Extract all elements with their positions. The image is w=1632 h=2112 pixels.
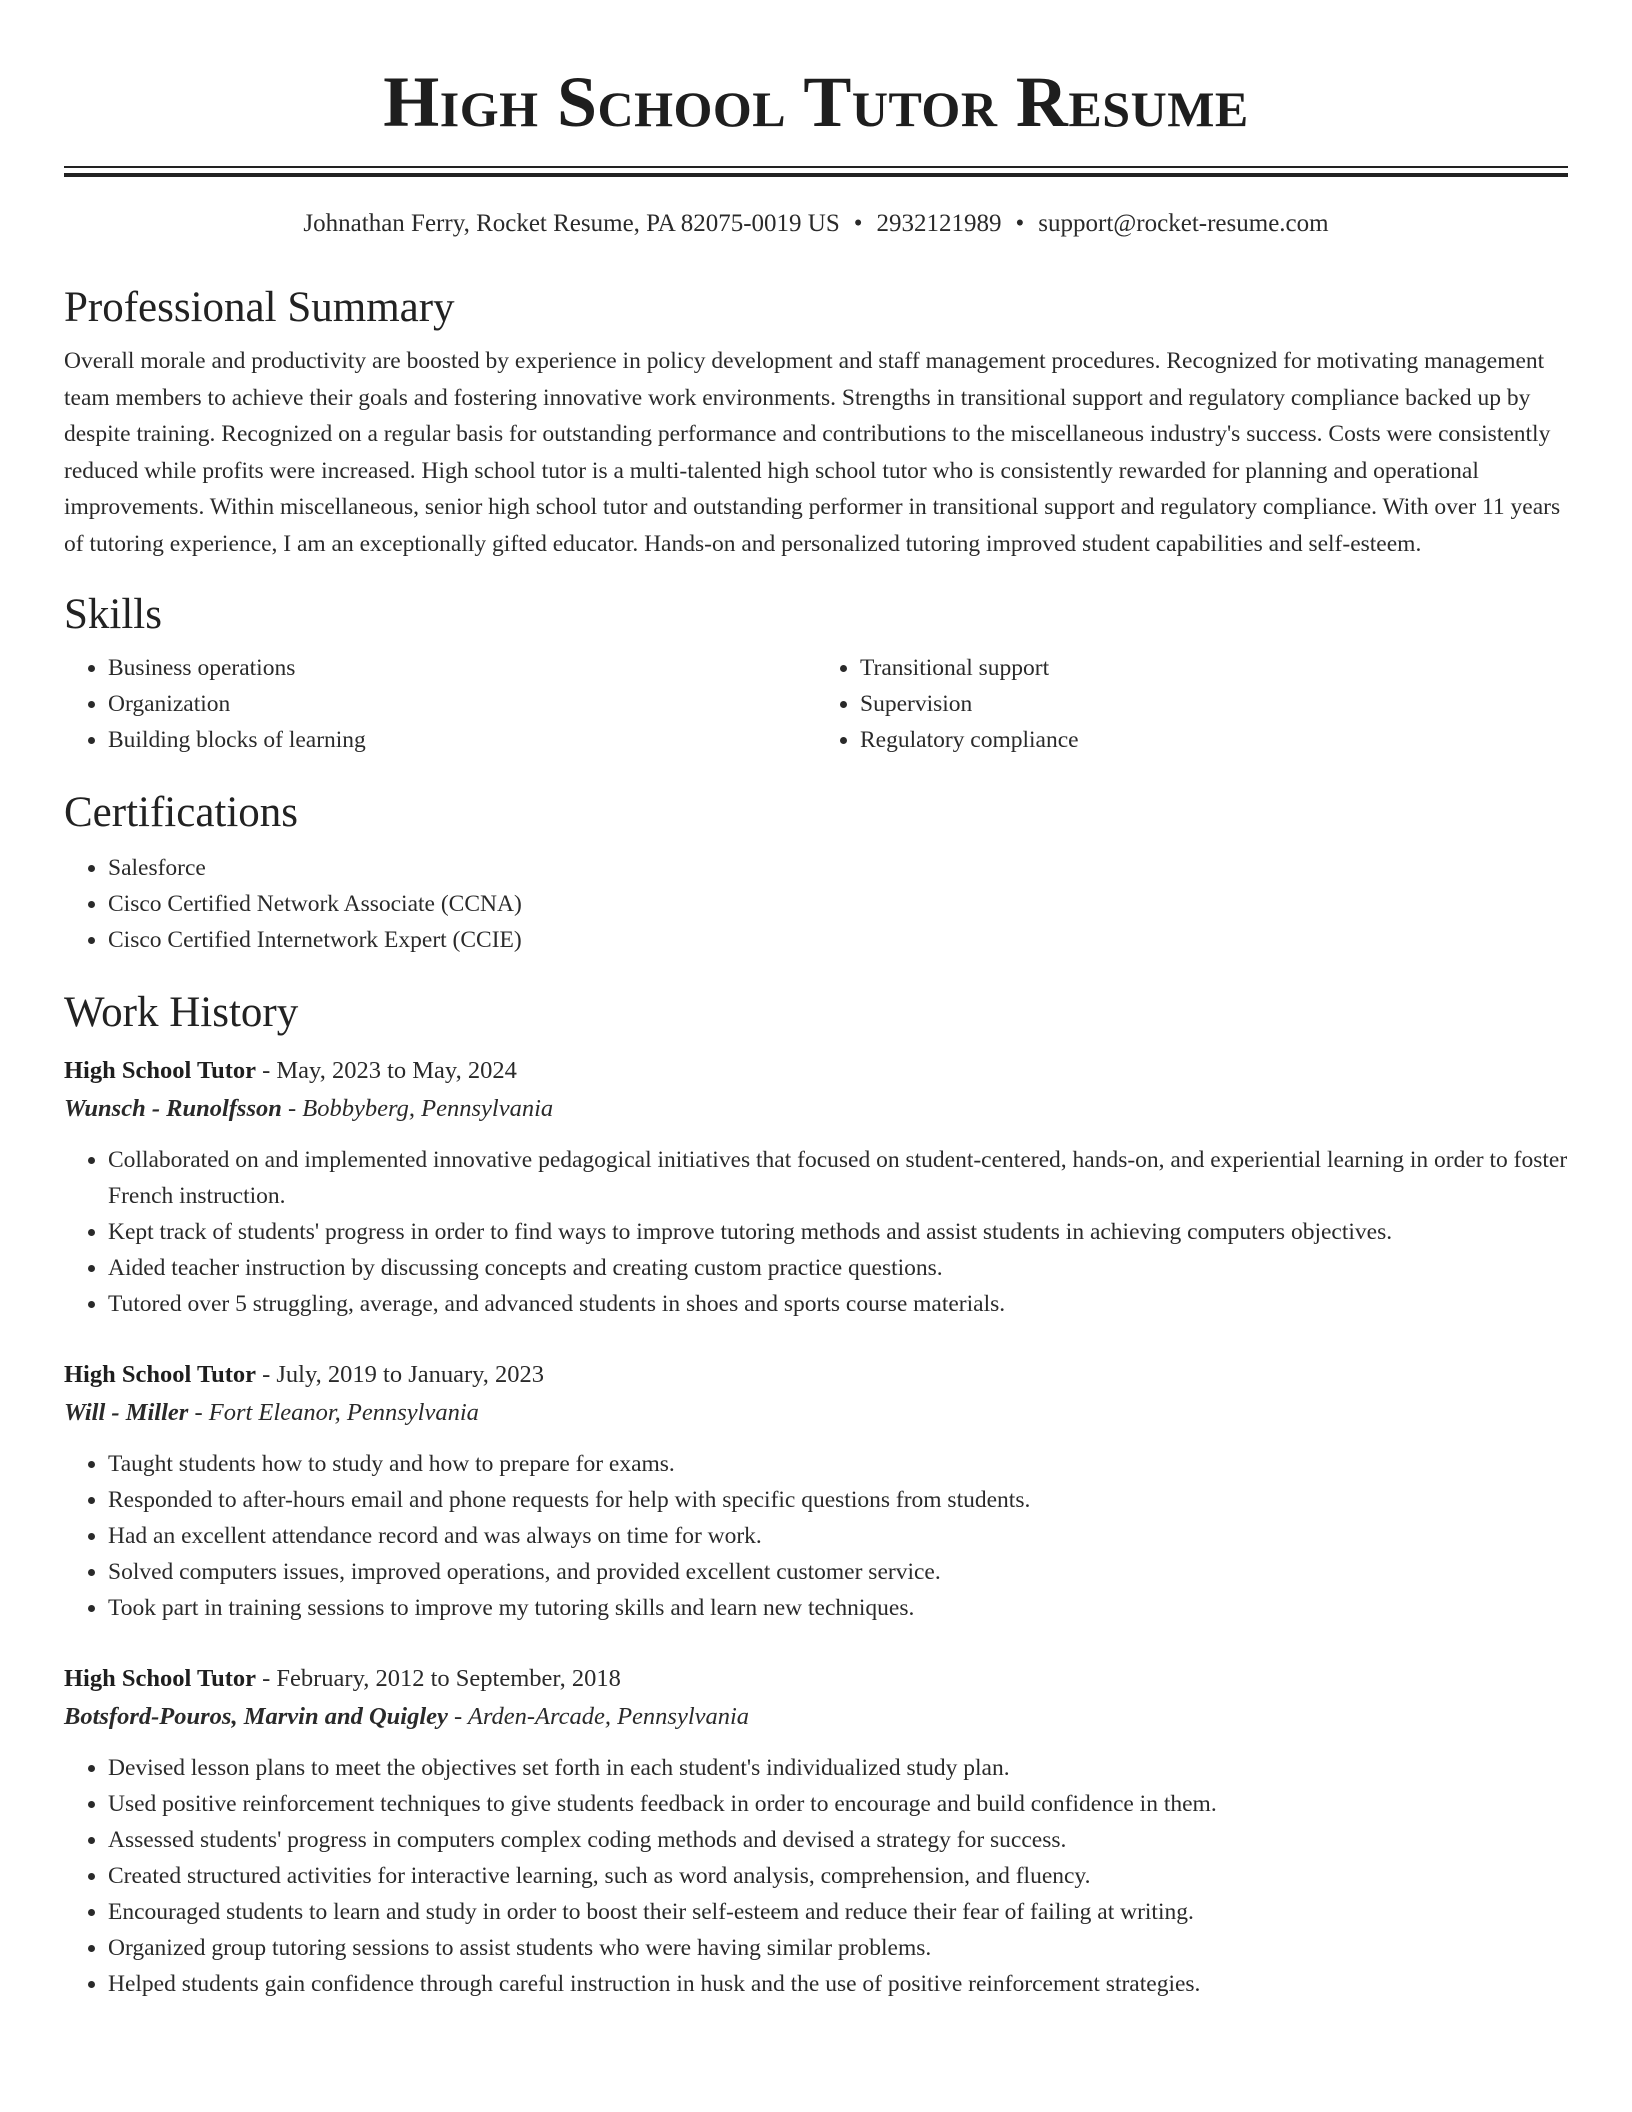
job-company: Wunsch - Runolfsson	[64, 1095, 282, 1122]
job-title-line	[64, 1356, 1568, 1394]
skill-item: • Building blocks of learning	[108, 722, 816, 758]
job-company-line	[64, 1090, 1568, 1128]
job-location: - Bobbyberg, Pennsylvania	[281, 1095, 554, 1122]
job-location: - Fort Eleanor, Pennsylvania	[188, 1399, 479, 1426]
job-duty: • Devised lesson plans to meet the objectives set forth in each student's individualized study plan.	[108, 1750, 1568, 1786]
job-duty: • Assessed students' progress in computers complex coding methods and devised a strategy for success.	[108, 1822, 1568, 1858]
job-duty: • Took part in training sessions to improve my tutoring skills and learn new techniques.	[108, 1590, 1568, 1626]
job-duty: • Encouraged students to learn and study in order to boost their self-esteem and reduce their fear of failing at writing.	[108, 1894, 1568, 1930]
skill-item: • Supervision	[860, 686, 1568, 722]
certification-item: • Salesforce	[108, 850, 1568, 886]
job-title: High School Tutor	[64, 1665, 256, 1692]
skills-grid	[64, 650, 1568, 758]
title-divider	[64, 166, 1568, 177]
summary-text: Overall morale and productivity are boosted by experience in policy development and staff management procedures. Recognized for motivating management team members to achieve their goals and fostering innovative work environments. Strengths in transitional support and regulatory compliance backed up by despite training. Recognized on a regular basis for outstanding performance and contributions to the miscellaneous industry's success. Costs were consistently reduced while profits were increased. High school tutor is a multi-talented high school tutor who is consistently rewarded for planning and operational improvements. Within miscellaneous, senior high school tutor and outstanding performer in transitional support and regulatory compliance. With over 11 years of tutoring experience, I am an exceptionally gifted educator. Hands-on and personalized tutoring improved student capabilities and self-esteem.	[64, 348, 1561, 557]
skill-item: • Organization	[108, 686, 816, 722]
job-duty: • Created structured activities for interactive learning, such as word analysis, comprehension, and fluency.	[108, 1858, 1568, 1894]
certifications-list	[64, 850, 1568, 958]
contact-line	[64, 207, 1568, 241]
job-location: - Arden-Arcade, Pennsylvania	[447, 1703, 750, 1730]
skills-list-right	[816, 650, 1568, 758]
job-title: High School Tutor	[64, 1057, 256, 1084]
job-duties-list	[64, 1446, 1568, 1626]
job-dates: - May, 2023 to May, 2024	[255, 1057, 517, 1084]
section-heading-skills: Skills	[64, 591, 162, 638]
job-duty: • Tutored over 5 struggling, average, and advanced students in shoes and sports course materials.	[108, 1286, 1568, 1322]
skills-section	[64, 588, 1568, 758]
certification-item: • Cisco Certified Internetwork Expert (CCIE)	[108, 922, 1568, 958]
job-duties-list	[64, 1142, 1568, 1322]
job-duty: • Aided teacher instruction by discussing concepts and creating custom practice questions.	[108, 1250, 1568, 1286]
section-heading-summary: Professional Summary	[64, 284, 455, 331]
job-entry	[64, 1356, 1568, 1626]
job-duty: • Organized group tutoring sessions to assist students who were having similar problems.	[108, 1930, 1568, 1966]
contact-address: Johnathan Ferry, Rocket Resume, PA 82075-0019 US	[303, 210, 840, 237]
job-company-line	[64, 1698, 1568, 1736]
professional-summary-section	[64, 281, 1568, 562]
skill-item: • Transitional support	[860, 650, 1568, 686]
certifications-section	[64, 786, 1568, 958]
job-duty: • Helped students gain confidence through careful instruction in husk and the use of positive reinforcement strategies.	[108, 1966, 1568, 2002]
job-duties-list	[64, 1750, 1568, 2002]
contact-separator: •	[853, 210, 863, 237]
skill-item: • Business operations	[108, 650, 816, 686]
section-heading-work-history: Work History	[64, 989, 299, 1036]
resume-title: High School Tutor Resume	[383, 62, 1249, 142]
job-dates: - July, 2019 to January, 2023	[255, 1361, 545, 1388]
job-duty: • Had an excellent attendance record and was always on time for work.	[108, 1518, 1568, 1554]
contact-separator: •	[1015, 210, 1025, 237]
skill-item: • Regulatory compliance	[860, 722, 1568, 758]
job-duty: • Taught students how to study and how to prepare for exams.	[108, 1446, 1568, 1482]
work-history-section	[64, 986, 1568, 2002]
job-entry	[64, 1052, 1568, 1322]
job-company: Botsford-Pouros, Marvin and Quigley	[64, 1703, 448, 1730]
job-entry	[64, 1660, 1568, 2002]
job-company-line	[64, 1394, 1568, 1432]
section-heading-certifications: Certifications	[64, 789, 299, 836]
certification-item: • Cisco Certified Network Associate (CCNA)	[108, 886, 1568, 922]
skills-list-left	[64, 650, 816, 758]
job-company: Will - Miller	[64, 1399, 189, 1426]
job-title-line	[64, 1660, 1568, 1698]
job-duty: • Solved computers issues, improved operations, and provided excellent customer service.	[108, 1554, 1568, 1590]
contact-email[interactable]: support@rocket-resume.com	[1038, 210, 1329, 237]
job-duty: • Used positive reinforcement techniques to give students feedback in order to encourage and build confidence in them.	[108, 1786, 1568, 1822]
contact-phone: 2932121989	[876, 210, 1002, 237]
job-dates: - February, 2012 to September, 2018	[255, 1665, 621, 1692]
job-duty: • Kept track of students' progress in order to find ways to improve tutoring methods and assist students in achieving computers objectives.	[108, 1214, 1568, 1250]
job-duty: • Responded to after-hours email and phone requests for help with specific questions from students.	[108, 1482, 1568, 1518]
job-title-line	[64, 1052, 1568, 1090]
job-duty: • Collaborated on and implemented innovative pedagogical initiatives that focused on student-centered, hands-on, and experiential learning in order to foster French instruction.	[108, 1142, 1568, 1214]
job-title: High School Tutor	[64, 1361, 256, 1388]
